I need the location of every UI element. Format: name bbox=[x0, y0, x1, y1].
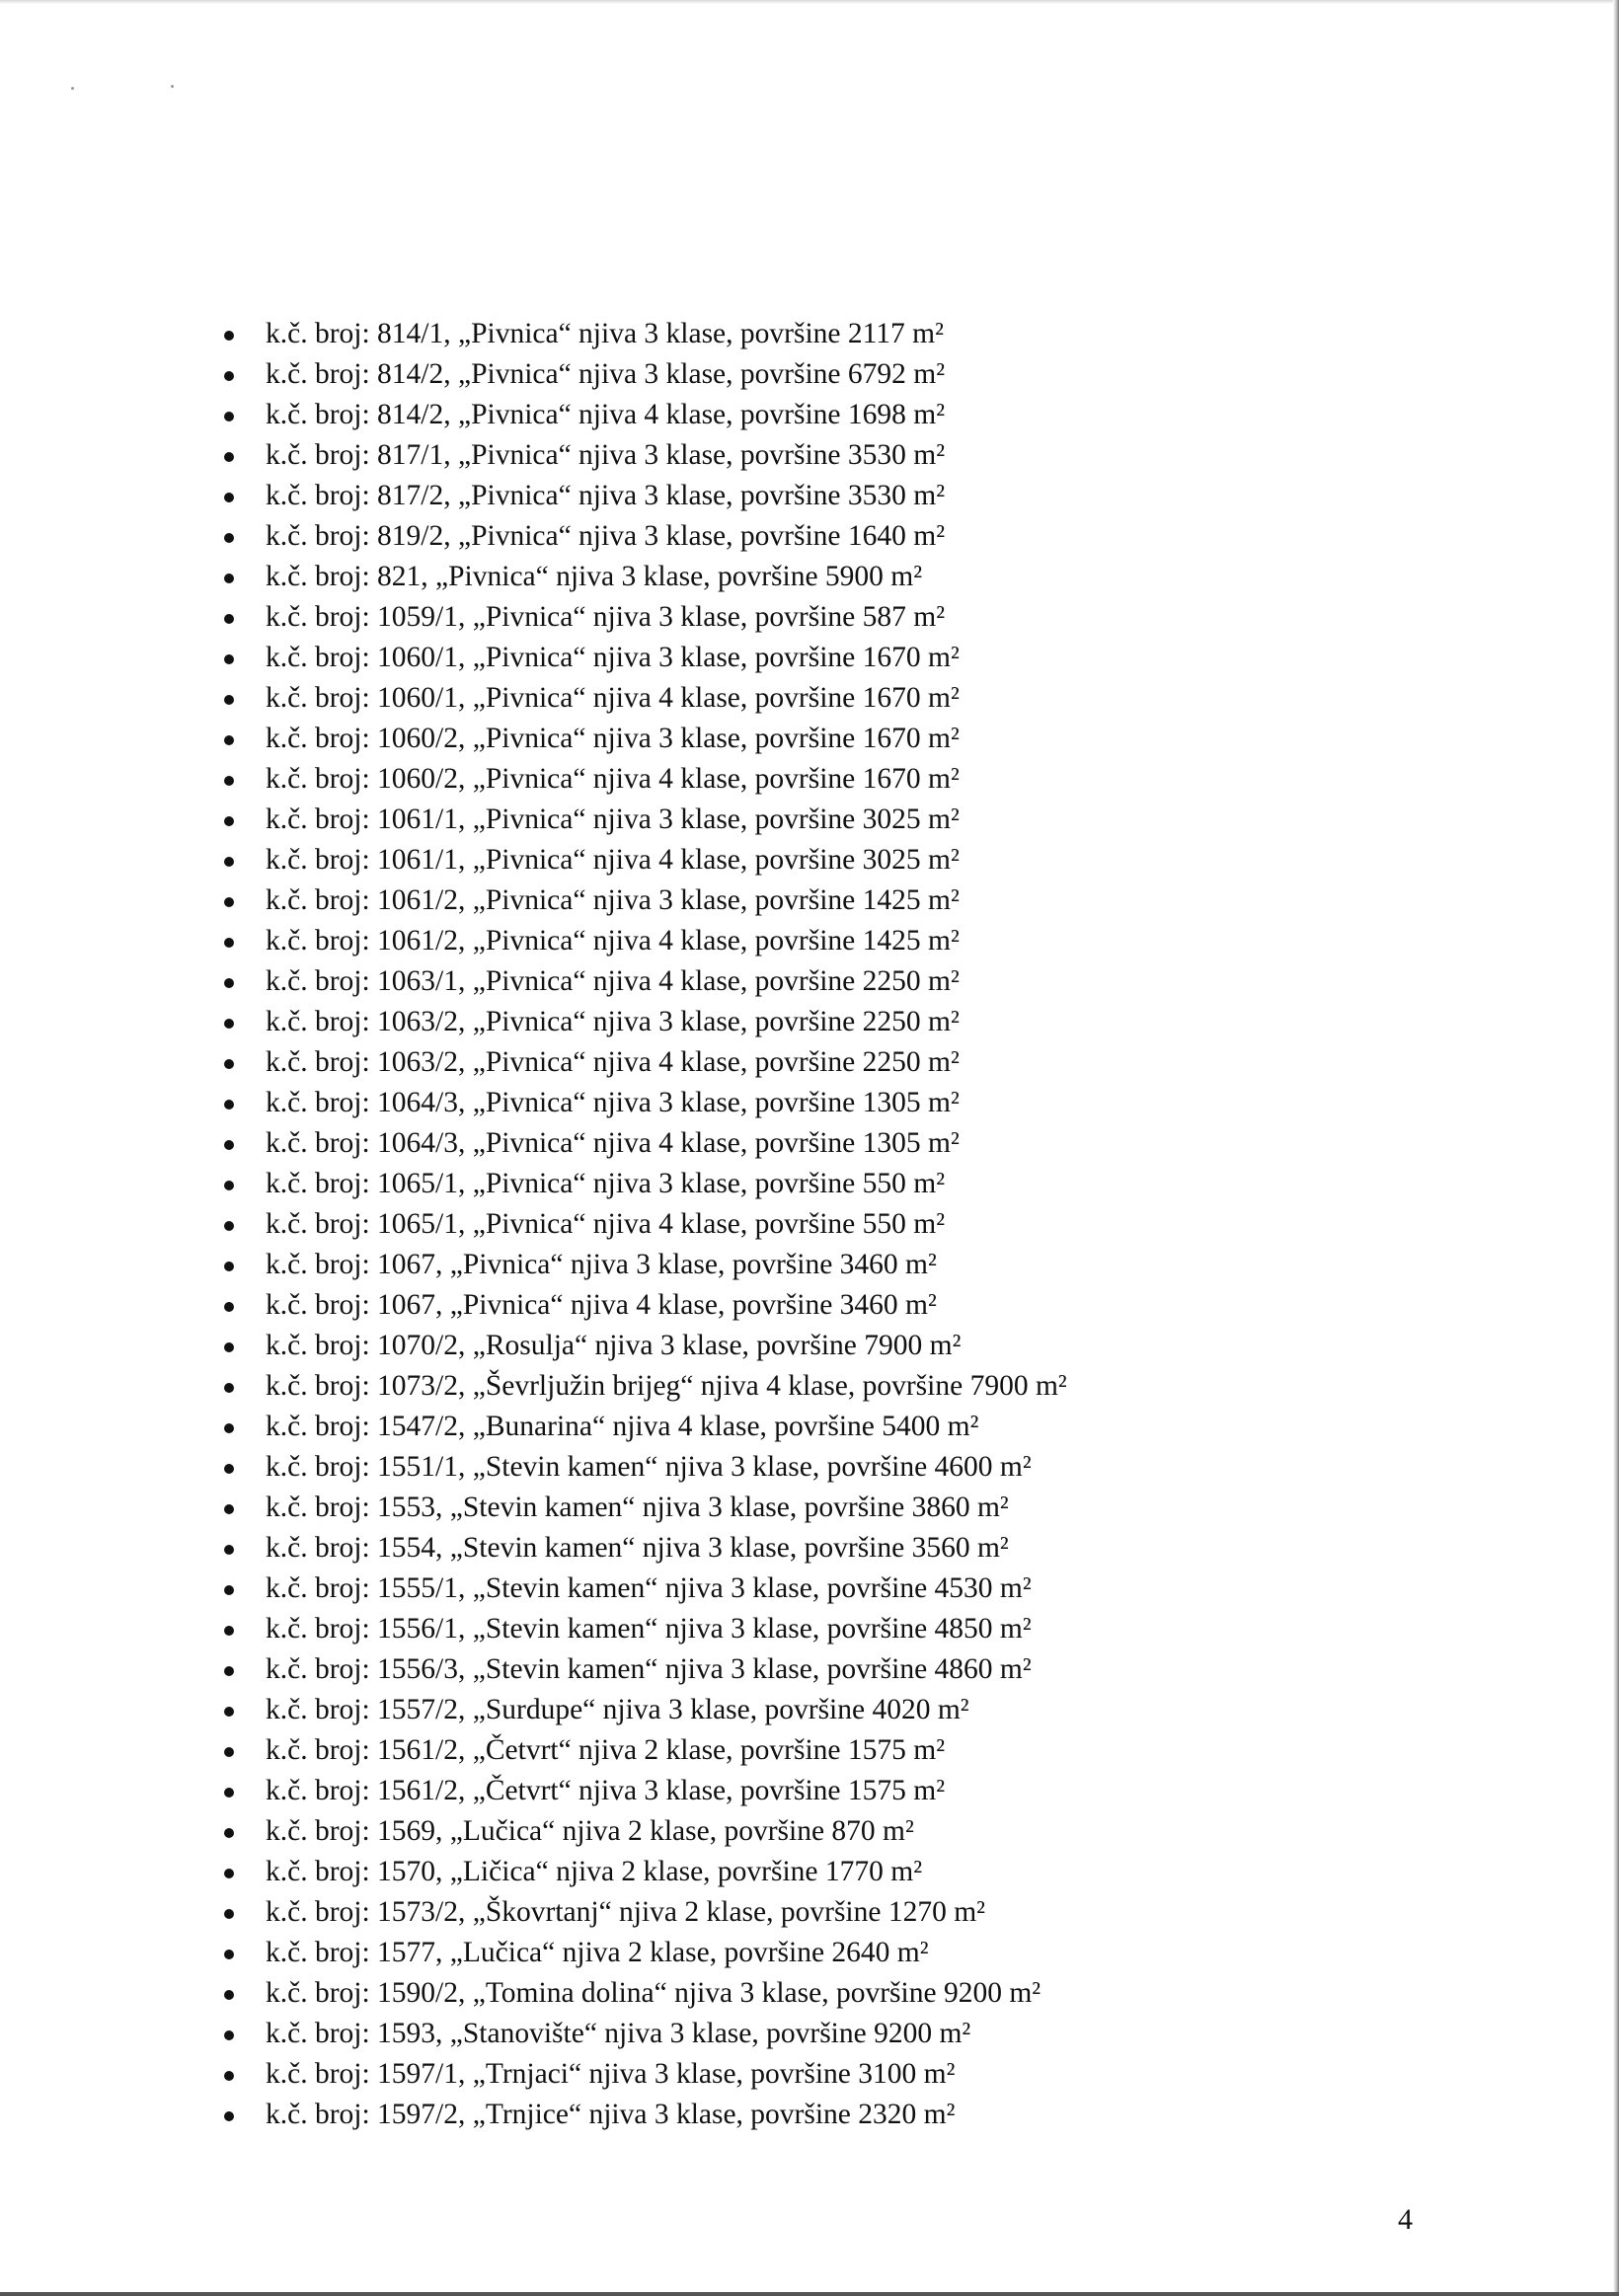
parcel-entry-text: k.č. broj: 1061/2, „Pivnica“ njiva 4 klase, površine 1425 m² bbox=[266, 925, 960, 957]
bullet-icon bbox=[224, 1828, 234, 1838]
bullet-icon bbox=[224, 1747, 234, 1757]
parcel-entry-text: k.č. broj: 1557/2, „Surdupe“ njiva 3 klase, površine 4020 m² bbox=[266, 1694, 969, 1725]
parcel-entry-text: k.č. broj: 1070/2, „Rosulja“ njiva 3 klase, površine 7900 m² bbox=[266, 1330, 962, 1361]
parcel-entry-text: k.č. broj: 817/2, „Pivnica“ njiva 3 klase, površine 3530 m² bbox=[266, 480, 946, 511]
parcel-entry-text: k.č. broj: 814/1, „Pivnica“ njiva 3 klase, površine 2117 m² bbox=[266, 318, 944, 349]
bullet-icon bbox=[224, 1788, 234, 1798]
bullet-icon bbox=[224, 1626, 234, 1636]
parcel-entry-text: k.č. broj: 1554, „Stevin kamen“ njiva 3 klase, površine 3560 m² bbox=[266, 1532, 1009, 1564]
parcel-entry-text: k.č. broj: 814/2, „Pivnica“ njiva 3 klase, površine 6792 m² bbox=[266, 358, 946, 390]
bullet-icon bbox=[224, 1302, 234, 1312]
bullet-icon bbox=[224, 1545, 234, 1555]
bullet-icon bbox=[224, 654, 234, 664]
parcel-entry-text: k.č. broj: 1063/2, „Pivnica“ njiva 3 klase, površine 2250 m² bbox=[266, 1006, 960, 1037]
bullet-icon bbox=[224, 1585, 234, 1595]
parcel-entry-text: k.č. broj: 1064/3, „Pivnica“ njiva 3 klase, površine 1305 m² bbox=[266, 1087, 960, 1118]
bullet-icon bbox=[224, 1100, 234, 1110]
parcel-entry-text: k.č. broj: 1569, „Lučica“ njiva 2 klase, površine 870 m² bbox=[266, 1815, 914, 1847]
bullet-icon bbox=[224, 2111, 234, 2121]
bullet-icon bbox=[224, 1342, 234, 1352]
bullet-icon bbox=[224, 1140, 234, 1150]
bullet-icon bbox=[224, 1262, 234, 1271]
parcel-entry-text: k.č. broj: 1061/1, „Pivnica“ njiva 4 klase, površine 3025 m² bbox=[266, 844, 960, 876]
parcel-entry-text: k.č. broj: 1556/1, „Stevin kamen“ njiva 3 klase, površine 4850 m² bbox=[266, 1613, 1032, 1645]
scan-edge-bottom bbox=[0, 2292, 1619, 2296]
bullet-icon bbox=[224, 857, 234, 867]
parcel-entry-text: k.č. broj: 817/1, „Pivnica“ njiva 3 klase, površine 3530 m² bbox=[266, 439, 946, 471]
parcel-entry-text: k.č. broj: 1064/3, „Pivnica“ njiva 4 klase, površine 1305 m² bbox=[266, 1127, 960, 1159]
parcel-entry-text: k.č. broj: 1060/1, „Pivnica“ njiva 4 klase, površine 1670 m² bbox=[266, 682, 960, 714]
parcel-entry-text: k.č. broj: 1597/2, „Trnjice“ njiva 3 klase, površine 2320 m² bbox=[266, 2099, 956, 2130]
parcel-entry-text: k.č. broj: 1059/1, „Pivnica“ njiva 3 klase, površine 587 m² bbox=[266, 601, 946, 633]
bullet-icon bbox=[224, 1464, 234, 1474]
parcel-entry-text: k.č. broj: 1590/2, „Tomina dolina“ njiva 3 klase, površine 9200 m² bbox=[266, 1977, 1041, 2009]
bullet-icon bbox=[224, 1181, 234, 1190]
bullet-icon bbox=[224, 776, 234, 786]
bullet-icon bbox=[224, 978, 234, 988]
parcel-entry-text: k.č. broj: 1573/2, „Škovrtanj“ njiva 2 klase, površine 1270 m² bbox=[266, 1896, 986, 1928]
parcel-entry-text: k.č. broj: 1067, „Pivnica“ njiva 3 klase, površine 3460 m² bbox=[266, 1249, 937, 1280]
bullet-icon bbox=[224, 1950, 234, 1959]
parcel-entry-text: k.č. broj: 1577, „Lučica“ njiva 2 klase, površine 2640 m² bbox=[266, 1937, 929, 1968]
parcel-entry-text: k.č. broj: 1067, „Pivnica“ njiva 4 klase, površine 3460 m² bbox=[266, 1289, 937, 1321]
bullet-icon bbox=[224, 695, 234, 705]
bullet-icon bbox=[224, 897, 234, 907]
bullet-icon bbox=[224, 1666, 234, 1676]
parcel-entry-text: k.č. broj: 1060/2, „Pivnica“ njiva 4 klase, površine 1670 m² bbox=[266, 763, 960, 795]
bullet-icon bbox=[224, 1221, 234, 1231]
bullet-icon bbox=[224, 574, 234, 583]
scan-speck bbox=[71, 87, 74, 90]
parcel-entry-text: k.č. broj: 819/2, „Pivnica“ njiva 3 klase, površine 1640 m² bbox=[266, 520, 946, 552]
parcel-entry-text: k.č. broj: 1553, „Stevin kamen“ njiva 3 klase, površine 3860 m² bbox=[266, 1492, 1009, 1523]
parcel-entry-text: k.č. broj: 821, „Pivnica“ njiva 3 klase, površine 5900 m² bbox=[266, 561, 923, 592]
parcel-entry-text: k.č. broj: 1547/2, „Bunarina“ njiva 4 klase, površine 5400 m² bbox=[266, 1411, 979, 1442]
bullet-icon bbox=[224, 412, 234, 421]
parcel-entry-text: k.č. broj: 1063/1, „Pivnica“ njiva 4 klase, površine 2250 m² bbox=[266, 965, 960, 997]
page-number: 4 bbox=[1398, 2203, 1413, 2236]
scan-edge-top bbox=[0, 0, 1619, 4]
bullet-icon bbox=[224, 371, 234, 381]
parcel-entry-text: k.č. broj: 1065/1, „Pivnica“ njiva 4 klase, površine 550 m² bbox=[266, 1208, 946, 1240]
bullet-icon bbox=[224, 1423, 234, 1433]
parcel-entry-text: k.č. broj: 1551/1, „Stevin kamen“ njiva 3 klase, površine 4600 m² bbox=[266, 1451, 1032, 1483]
bullet-icon bbox=[224, 1019, 234, 1029]
parcel-entry-text: k.č. broj: 1570, „Ličica“ njiva 2 klase, površine 1770 m² bbox=[266, 1856, 923, 1887]
scan-speck bbox=[171, 85, 174, 88]
bullet-icon bbox=[224, 1707, 234, 1717]
bullet-icon bbox=[224, 816, 234, 826]
bullet-icon bbox=[224, 331, 234, 341]
bullet-icon bbox=[224, 735, 234, 745]
bullet-icon bbox=[224, 533, 234, 543]
bullet-icon bbox=[224, 2030, 234, 2040]
parcel-entry-text: k.č. broj: 1073/2, „Ševrljužin brijeg“ njiva 4 klase, površine 7900 m² bbox=[266, 1370, 1067, 1402]
parcel-entry-text: k.č. broj: 1593, „Stanovište“ njiva 3 klase, površine 9200 m² bbox=[266, 2018, 971, 2049]
bullet-icon bbox=[224, 2071, 234, 2081]
parcel-entry-text: k.č. broj: 1561/2, „Četvrt“ njiva 3 klase, površine 1575 m² bbox=[266, 1775, 946, 1806]
bullet-icon bbox=[224, 1383, 234, 1393]
parcel-entry-text: k.č. broj: 1556/3, „Stevin kamen“ njiva 3 klase, površine 4860 m² bbox=[266, 1653, 1032, 1685]
bullet-icon bbox=[224, 1059, 234, 1069]
parcel-entry-text: k.č. broj: 1061/1, „Pivnica“ njiva 3 klase, površine 3025 m² bbox=[266, 804, 960, 835]
parcel-entry-text: k.č. broj: 1555/1, „Stevin kamen“ njiva 3 klase, površine 4530 m² bbox=[266, 1572, 1032, 1604]
parcel-entry-text: k.č. broj: 1060/2, „Pivnica“ njiva 3 klase, površine 1670 m² bbox=[266, 723, 960, 754]
parcel-entry-text: k.č. broj: 1065/1, „Pivnica“ njiva 3 klase, površine 550 m² bbox=[266, 1168, 946, 1199]
parcel-entry-text: k.č. broj: 1597/1, „Trnjaci“ njiva 3 klase, površine 3100 m² bbox=[266, 2058, 956, 2090]
bullet-icon bbox=[224, 938, 234, 948]
bullet-icon bbox=[224, 452, 234, 462]
bullet-icon bbox=[224, 1909, 234, 1919]
bullet-icon bbox=[224, 1990, 234, 2000]
parcel-entry-text: k.č. broj: 1063/2, „Pivnica“ njiva 4 klase, površine 2250 m² bbox=[266, 1046, 960, 1078]
bullet-icon bbox=[224, 493, 234, 502]
bullet-icon bbox=[224, 1869, 234, 1878]
parcel-entry-text: k.č. broj: 1561/2, „Četvrt“ njiva 2 klase, površine 1575 m² bbox=[266, 1734, 946, 1766]
bullet-icon bbox=[224, 614, 234, 624]
parcel-entry-text: k.č. broj: 1061/2, „Pivnica“ njiva 3 klase, površine 1425 m² bbox=[266, 884, 960, 916]
parcel-entry-text: k.č. broj: 1060/1, „Pivnica“ njiva 3 klase, površine 1670 m² bbox=[266, 642, 960, 673]
scan-edge-right bbox=[1613, 0, 1619, 2296]
parcel-entry-text: k.č. broj: 814/2, „Pivnica“ njiva 4 klase, površine 1698 m² bbox=[266, 399, 946, 430]
bullet-icon bbox=[224, 1504, 234, 1514]
